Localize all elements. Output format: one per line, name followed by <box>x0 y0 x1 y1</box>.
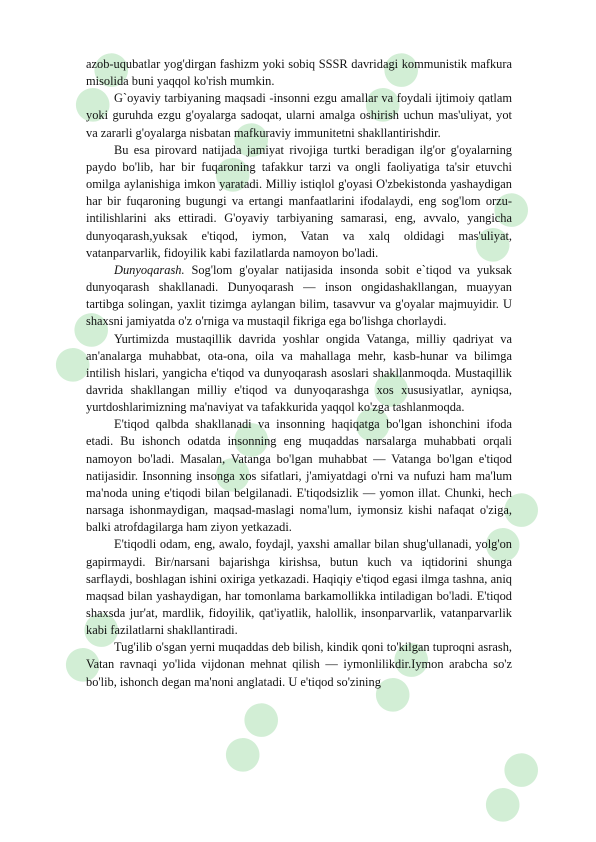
paragraph-text: E'tiqod qalbda shakllanadi va insonning haqiqatga bo'lgan ishonchini ifoda etadi. Bu ishonch odatda insonning eng muqaddas narsalarga muhabbati orqali namoyon bo'ladi. Masalan, Vatanga bo'lgan muhabbat — Vatanga bo'lgan e'tiqod natijasidir. Insonning insonga xos sifatlari, j'amiyatdagi o'rni va nufuzi ham ma'lum ma'noda uning e'tiqodi bilan belgilanadi. E'tiqodsizlik — yomon illat. Chunki, hech narsaga ishonmaydigan, maqsad-maslagi noma'lum, iymonsiz kishi nafaqat o'ziga, balki atrofdagilarga ham ziyon yetkazadi. <box>86 417 512 535</box>
watermark-logo: ●● <box>198 408 281 503</box>
paragraph <box>86 90 512 141</box>
watermark-logo: ●● <box>338 358 421 453</box>
paragraph <box>86 639 512 690</box>
paragraph <box>86 536 512 639</box>
watermark-logo: ●● <box>468 738 551 833</box>
watermark-logo: ●● <box>48 598 131 693</box>
paragraph <box>86 262 512 331</box>
paragraph-text: azob-uqubatlar yog'dirgan fashizm yoki sobiq SSSR davridagi kommunistik mafkura misolida buni yaqqol ko'rish mumkin. <box>86 57 512 89</box>
paragraph-text: Bu esa pirovard natijada jamiyat rivojiga turtki beradigan ilg'or g'oyalarning paydo bo'lib, har bir fuqaroning tafakkur tarzi va ongli faoliyatiga ta'sir etuvchi omilga aylanishiga imkon yaratadi. Milliy istiqlol g'oyasi O'zbekistonda yashaydigan har bir fuqaroning bugungi va ertangi manfaatlarini ifodalaydi, eng sog'lom orzu-intilishlarini aks ettiradi. G'oyaviy tarbiyaning samarasi, eng, avvalo, yangicha dunyoqarash,yuksak e'tiqod, iymon, Vatan va xalq oldidagi mas'uliyat, vatanparvarlik, fidoyilik kabi fazilatlarda namoyon bo'ladi. <box>86 142 512 260</box>
document-body <box>86 56 512 691</box>
watermark-logo: ●● <box>458 178 541 273</box>
watermark-logo: ●● <box>208 688 291 783</box>
watermark-logo: ●● <box>58 38 141 133</box>
paragraph-text: Yurtimizda mustaqillik davrida yoshlar ongida Vatanga, milliy qadriyat va an'analarga muhabbat, ota-ona, oila va mahallaga mehr, kasb-hunar va bilimga intilish hislari, yangicha e'tiqod va dunyoqarash asoslari shakllanmoqda. Mustaqillik davrida shakllangan milliy e'tiqod va dunyoqarashga xos xususiyatlar, ayniqsa, yurtdoshlarimizning ma'naviyat va tafakkurida yaqqol ko'zga tashlanmoqda. <box>86 331 512 415</box>
paragraph <box>86 416 512 536</box>
paragraph <box>86 331 512 417</box>
paragraph <box>86 142 512 262</box>
watermark-logo: ●● <box>468 478 551 573</box>
paragraph <box>86 56 512 90</box>
paragraph-text: Tug'ilib o'sgan yerni muqaddas deb bilish, kindik qoni to'kilgan tuproqni asrash, Vatan ravnaqi yo'lida vijdonan mehnat qilish — iymonlilikdir.Iymon arabcha so'z bo'lib, ishonch degan ma'noni anglatadi. U e'tiqod so'zining <box>86 640 512 689</box>
watermark-logo: ●● <box>358 628 441 723</box>
watermark-logo: ●● <box>198 108 281 203</box>
watermark-logo: ●● <box>348 38 431 133</box>
paragraph-text: E'tiqodli odam, eng, awalo, foydajl, yaxshi amallar bilan shug'ullanadi, yolg'on gapirmaydi. Bir/narsani bajarishga kirishsa, butun kuch va iqtidorini shunga sarflaydi, boshlagan ishini oxiriga yetkazadi. Haqiqiy e'tiqod egasi ilmga tashna, aniq maqsad bilan yashaydigan, har tomonlama barkamollikka intiladigan bo'ladi. E'tiqod shaxsda jur'at, mardlik, fidoyilik, qat'iyatlik, halollik, insonparvarlik, vatanparvarlik kabi fazilatlarni shakllantiradi. <box>86 537 512 638</box>
paragraph-text: Sog'lom g'oyalar natijasida insonda sobit e`tiqod va yuksak dunyoqarash shakllanadi. Dunyoqarash — inson ongidashakllangan, muayyan tartibga solingan, yaxlit tizimga aylangan bilim, tasavvur va g'oyalar majmuyidir. U shaxsni jamiyatda o'z o'rniga va mustaqil fikriga ega bo'lishga chorlaydi. <box>86 262 512 329</box>
watermark-logo: ●● <box>38 298 121 393</box>
paragraph-text: G`oyaviy tarbiyaning maqsadi -insonni ezgu amallar va foydali ijtimoiy qatlam yoki guruhda ezgu g'oyalarga sadoqat, ularni amalga oshirish uchun mas'uliyat, yot va zararli g'oyalarga nisbatan mafkuraviy immunitetni shakllantirishdir. <box>86 91 512 140</box>
term-heading: Dunyoqarash. <box>114 262 185 277</box>
